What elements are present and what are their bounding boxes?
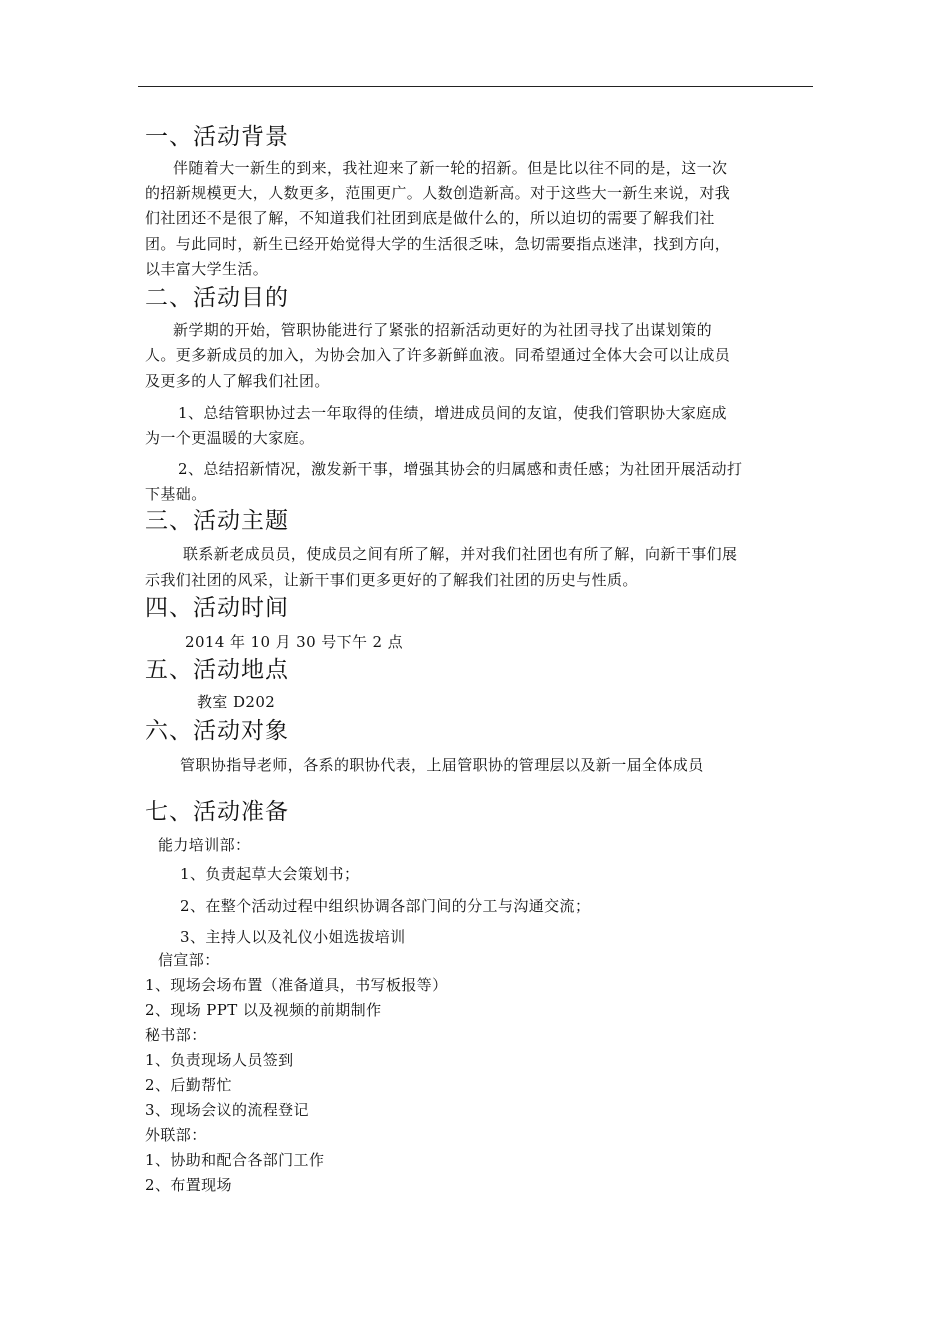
purpose-item-1-line-2: 为一个更温暖的大家庭。 [145, 429, 315, 447]
heading-background: 一、活动背景 [145, 124, 289, 150]
heading-location: 五、活动地点 [145, 657, 289, 683]
background-line-1: 伴随着大一新生的到来，我社迎来了新一轮的招新。但是比以往不同的是，这一次 [173, 159, 728, 177]
background-line-5: 以丰富大学生活。 [145, 260, 269, 278]
secretariat-item-2: 2、后勤帮忙 [145, 1076, 232, 1094]
heading-time: 四、活动时间 [145, 595, 289, 621]
training-item-2: 2、在整个活动过程中组织协调各部门间的分工与沟通交流； [180, 897, 591, 915]
secretariat-item-3: 3、现场会议的流程登记 [145, 1101, 309, 1119]
heading-preparation: 七、活动准备 [145, 799, 289, 825]
header-rule [138, 86, 813, 87]
purpose-item-2-line-1: 2、总结招新情况，激发新干事，增强其协会的归属感和责任感；为社团开展活动打 [178, 460, 743, 478]
purpose-line-1: 新学期的开始，管职协能进行了紧张的招新活动更好的为社团寻找了出谋划策的 [173, 321, 713, 339]
training-title: 能力培训部： [158, 836, 251, 854]
external-item-1: 1、协助和配合各部门工作 [145, 1151, 325, 1169]
time-text: 2014 年 10 月 30 号下午 2 点 [185, 633, 404, 651]
secretariat-item-1: 1、负责现场人员签到 [145, 1051, 294, 1069]
training-item-1: 1、负责起草大会策划书； [180, 865, 360, 883]
purpose-item-1-line-1: 1、总结管职协过去一年取得的佳绩，增进成员间的友谊，使我们管职协大家庭成 [178, 404, 727, 422]
theme-line-2: 示我们社团的风采，让新干事们更多更好的了解我们社团的历史与性质。 [145, 571, 638, 589]
background-line-2: 的招新规模更大，人数更多，范围更广。人数创造新高。对于这些大一新生来说，对我 [145, 184, 731, 202]
purpose-line-2: 人。更多新成员的加入，为协会加入了许多新鲜血液。同希望通过全体大会可以让成员 [145, 346, 731, 364]
external-item-2: 2、布置现场 [145, 1176, 232, 1194]
purpose-item-2-line-2: 下基础。 [145, 485, 207, 503]
heading-theme: 三、活动主题 [145, 508, 289, 534]
secretariat-title: 秘书部： [145, 1026, 207, 1044]
purpose-line-3: 及更多的人了解我们社团。 [145, 372, 330, 390]
external-title: 外联部： [145, 1126, 207, 1144]
publicity-item-1: 1、现场会场布置（准备道具，书写板报等） [145, 976, 448, 994]
background-line-3: 们社团还不是很了解，不知道我们社团到底是做什么的，所以迫切的需要了解我们社 [145, 209, 715, 227]
heading-audience: 六、活动对象 [145, 718, 289, 744]
location-text: 教室 D202 [197, 693, 276, 711]
background-line-4: 团。与此同时，新生已经开始觉得大学的生活很乏味，急切需要指点迷津，找到方向， [145, 235, 731, 253]
publicity-item-2: 2、现场 PPT 以及视频的前期制作 [145, 1001, 382, 1019]
training-item-3: 3、主持人以及礼仪小姐选拔培训 [180, 928, 406, 946]
theme-line-1: 联系新老成员员，使成员之间有所了解，并对我们社团也有所了解，向新干事们展 [183, 545, 738, 563]
heading-purpose: 二、活动目的 [145, 285, 289, 311]
publicity-title: 信宣部： [158, 951, 220, 969]
audience-text: 管职协指导老师，各系的职协代表，上届管职协的管理层以及新一届全体成员 [180, 756, 704, 774]
